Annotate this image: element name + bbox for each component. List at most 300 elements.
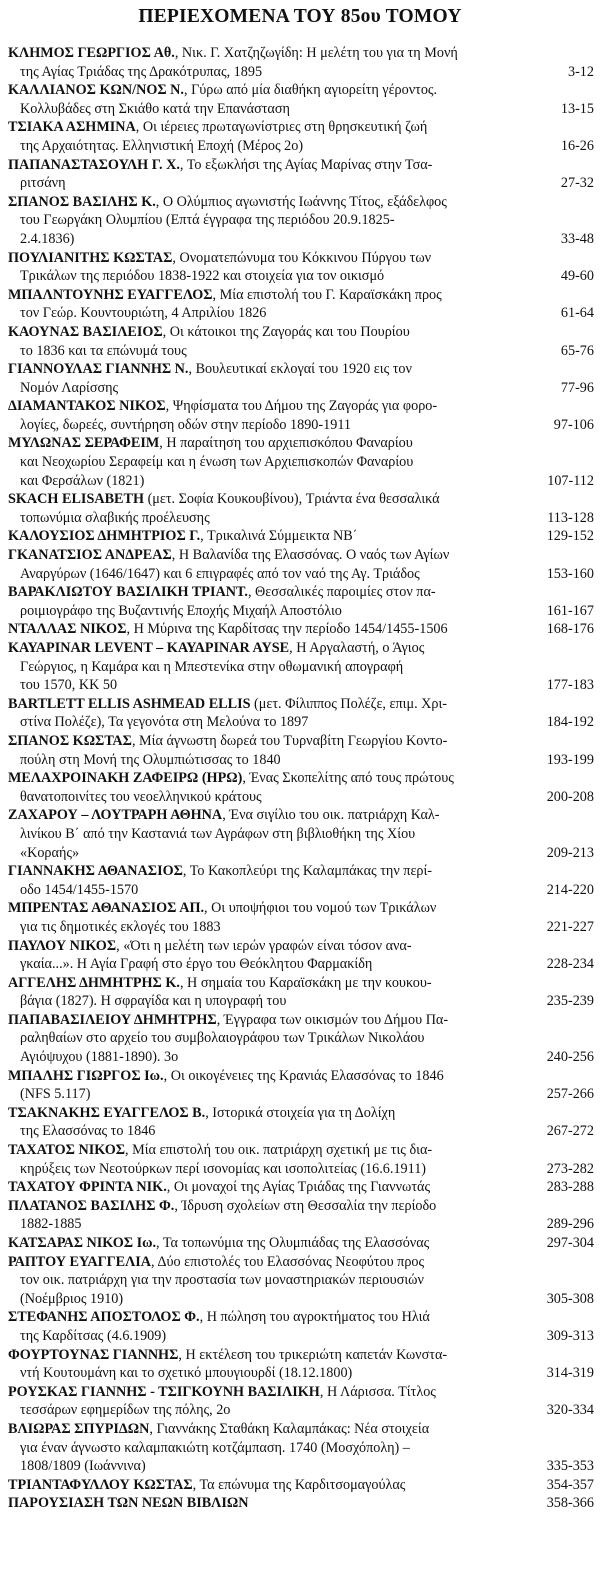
toc-entry-first-line [8,1104,518,1123]
toc-entry-title-text: λινίκου Β΄ από την Καστανιά των Αγράφων στη βιβλιοθήκη της Χίου [20,825,416,842]
toc-entry-first-line [8,937,518,956]
toc-entry-author: ΚΑΟΥΝΑΣ ΒΑΣΙΛΕΙΟΣ [8,323,163,340]
toc-entry [8,806,596,862]
toc-entry-first-line [8,1476,518,1495]
toc-entry-text [8,193,524,249]
toc-entry-title-text: Κολλυβάδες στη Σκιάθο κατά την Επανάσταση [20,100,290,117]
toc-entry-author: ΖΑΧΑΡΟΥ – ΛΟΥΤΡΑΡΗ ΑΘΗΝΑ [8,807,223,824]
toc-entry-pages: 168-176 [546,621,594,638]
toc-entry-title-text: , Δύο επιστολές του Ελασσόνας Νεοφύτου προς [151,1253,425,1270]
toc-entry-author: ΤΣΑΚΝΑΚΗΣ ΕΥΑΓΓΕΛΟΣ Β. [8,1104,206,1121]
toc-entry-title-text: , Ονοματεπώνυμα του Κόκκινου Πύργου των [172,249,432,266]
toc-entry-text [8,1494,524,1513]
toc-entry-text [8,583,524,620]
toc-entry-pages: 113-128 [547,509,594,526]
toc-entry-continuation [8,211,518,230]
toc-entry-author: ΠΛΑΤΑΝΟΣ ΒΑΣΙΛΗΣ Φ. [8,1197,175,1214]
toc-entry-continuation [8,1215,518,1234]
toc-entry-text [8,695,524,732]
toc-entry-pages: 221-227 [546,918,594,935]
toc-entry-title-text: , Η Αργαλαστή, ο Άγιος [289,640,425,656]
toc-entry [8,1308,596,1345]
toc-entry [8,1197,596,1234]
toc-entry-text [8,1383,524,1420]
toc-entry-title-text: τοπωνύμια σλαβικής προέλευσης [20,509,210,526]
toc-entry-text [8,527,524,546]
toc-list [8,44,596,1513]
toc-entry-continuation [8,658,518,677]
toc-entry-text [8,397,524,434]
toc-entry-continuation [8,955,518,974]
toc-entry-title-text: , Οι μοναχοί της Αγίας Τριάδας της Γιαννωτάς [166,1179,431,1196]
toc-entry-text [8,1011,524,1067]
toc-entry-title-text: της Ελασσόνας το 1846 [20,1123,156,1140]
toc-entry-author: ΦΟΥΡΤΟΥΝΑΣ ΓΙΑΝΝΗΣ [8,1346,179,1363]
toc-entry-pages: 3-12 [567,63,594,80]
toc-entry-first-line [8,1011,518,1030]
toc-entry-continuation [8,472,518,491]
toc-entry-title-text: οδο 1454/1455-1570 [20,881,139,898]
toc-entry-continuation [8,992,518,1011]
toc-entry-first-line [8,639,518,658]
toc-entry-continuation [8,1122,518,1141]
toc-entry-text [8,360,524,397]
toc-entry-text [8,639,524,695]
toc-entry-first-line [8,397,518,416]
toc-entry-title-text: Νομόν Λαρίσσης [20,379,119,396]
toc-entry-author: ΚΑΛΛΙΑΝΟΣ ΚΩΝ/ΝΟΣ Ν. [8,82,184,99]
toc-entry-title-text: για τις δημοτικές εκλογές του 1883 [20,918,221,935]
toc-entry-author: ΜΥΛΩΝΑΣ ΣΕΡΑΦΕΙΜ [8,435,160,452]
toc-entry-pages: 314-319 [546,1365,594,1382]
toc-entry [8,1476,596,1495]
toc-entry [8,490,596,527]
toc-entry-pages: 289-296 [546,1216,594,1233]
toc-entry-author: ΚΑΥΑΡΙΝΑR LEVENT – ΚΑΥΑΡΙΝΑR AYSE [8,640,290,656]
toc-entry-pages: 16-26 [560,137,594,154]
toc-entry-continuation [8,713,518,732]
toc-entry-title-text: , Νικ. Γ. Χατζηζωγίδη: Η μελέτη του για τη Μονή [174,45,458,61]
toc-entry [8,695,596,732]
toc-entry-author: ΤΑΧΑΤΟΥ ΦΡΙΝΤΑ ΝΙΚ. [8,1179,167,1196]
toc-entry-title-text: , Γιαννάκης Σταθάκη Καλαμπάκας: Νέα στοιχεία [149,1420,430,1437]
toc-entry-first-line [8,862,518,881]
toc-entry-text [8,1346,524,1383]
toc-entry-title-text: και Νεοχωρίου Σεραφείμ και η ένωση των Αρχιεπισκοπών Φαναρίου [20,454,414,471]
toc-entry-pages: 240-256 [546,1049,594,1066]
toc-entry-first-line [8,434,518,453]
toc-entry-title-text: , Ένα σιγίλιο του οικ. πατριάρχη Καλ- [222,807,440,824]
toc-entry [8,527,596,546]
toc-entry-text [8,769,524,806]
toc-entry-first-line [8,1420,518,1439]
toc-entry-first-line [8,527,518,546]
toc-entry-first-line [8,44,518,63]
toc-entry-author: ΜΕΛΑΧΡΟΙΝΑΚΗ ΖΑΦΕΙΡΩ (ΗΡΩ) [8,770,243,787]
toc-entry [8,862,596,899]
toc-entry-title-text: (NFS 5.117) [20,1086,91,1103]
toc-entry-pages: 61-64 [560,305,594,322]
toc-entry-first-line [8,81,518,100]
toc-entry-title-text: ροιμιογράφο της Βυζαντινής Εποχής Μιχαήλ Αποστόλιο [20,602,342,619]
toc-entry [8,937,596,974]
toc-entry-pages: 27-32 [560,175,594,192]
toc-entry-author: ΣΠΑΝΟΣ ΚΩΣΤΑΣ [8,732,132,749]
toc-entry-title-text: , Οι ιέρειες πρωταγωνίστριες στη θρησκευτική ζωή [135,119,428,136]
toc-entry-title-text: 1882-1885 [20,1216,82,1233]
toc-entry-title-text: , Η Βαλανίδα της Ελασσόνας. Ο ναός των Αγίων [171,547,450,564]
toc-entry-title-text: , Μία επιστολή του Γ. Καραϊσκάκη προς [212,286,442,303]
toc-entry [8,732,596,769]
toc-entry-first-line [8,620,518,639]
toc-entry [8,323,596,360]
toc-entry-continuation [8,565,518,584]
toc-entry-first-line [8,1494,518,1513]
toc-entry-author: ΠΑΠΑΝΑΣΤΑΣΟΥΛΗ Γ. Χ. [8,156,180,173]
toc-entry-first-line [8,1308,518,1327]
toc-entry-continuation [8,1160,518,1179]
toc-entry-first-line [8,583,518,602]
toc-entry-first-line [8,806,518,825]
toc-entry-continuation [8,1085,518,1104]
toc-entry-pages: 235-239 [546,993,594,1010]
toc-entry-continuation [8,602,518,621]
toc-entry-title-text: λογίες, δωρεές, συντήρηση οδών στην περίοδο 1890-1911 [20,416,351,433]
toc-entry-continuation [8,918,518,937]
toc-entry-author: ΣΠΑΝΟΣ ΒΑΣΙΛΗΣ Κ. [8,193,156,210]
toc-entry-author: ΜΠΑΛΗΣ ΓΙΩΡΓΟΣ Ιω. [8,1067,164,1084]
toc-entry-title-text: τον Γεώρ. Κουντουριώτη, 4 Απριλίου 1826 [20,305,267,322]
toc-entry-author: ΜΠΡΕΝΤΑΣ ΑΘΑΝΑΣΙΟΣ ΑΠ. [8,900,205,917]
toc-entry-text [8,434,524,490]
toc-entry [8,583,596,620]
toc-entry [8,360,596,397]
toc-entry [8,286,596,323]
toc-entry-text [8,1308,524,1345]
toc-entry-pages: 297-304 [546,1235,594,1251]
toc-entry-pages: 209-213 [546,844,594,861]
toc-entry [8,193,596,249]
toc-entry-text [8,1178,524,1197]
toc-entry-first-line [8,490,518,509]
toc-entry-title-text: βάγια (1827). Η σφραγίδα και η υπογραφή του [20,993,287,1010]
toc-entry-title-text: (μετ. Σοφία Κουκουβίνου), Τριάντα ένα θεσσαλικά [144,491,440,508]
toc-entry-text [8,806,524,862]
toc-entry-continuation [8,63,518,82]
toc-entry-title-text: , Ιστορικά στοιχεία για τη Δολίχη [205,1104,396,1121]
toc-entry-author: ΠΟΥΛΙΑΝΙΤΗΣ ΚΩΣΤΑΣ [8,249,173,266]
toc-entry-author: ΤΑΧΑΤΟΣ ΝΙΚΟΣ [8,1142,126,1159]
toc-entry-pages: 228-234 [546,956,594,973]
toc-entry-continuation [8,1048,518,1067]
toc-entry [8,1011,596,1067]
toc-entry-text [8,490,524,527]
toc-entry [8,620,596,639]
toc-entry-title-text: στίνα Πολέζε), Τα γεγονότα στη Μελούνα το 1897 [20,714,309,731]
toc-entry-continuation [8,1271,518,1290]
toc-entry-text [8,732,524,769]
toc-entry-first-line [8,1346,518,1365]
toc-entry-pages: 273-282 [546,1160,594,1177]
toc-entry-pages: 305-308 [546,1290,594,1307]
toc-entry-author: ΠΑΥΛΟΥ ΝΙΚΟΣ [8,937,117,954]
toc-entry-continuation [8,230,518,249]
toc-entry-continuation [8,174,518,193]
toc-entry-continuation [8,1439,518,1458]
toc-entry-title-text: ραληθαίων στο αρχείο του συμβολαιογράφου των Τρικάλων Νικολάου [20,1030,425,1047]
toc-entry-pages: 161-167 [546,602,594,619]
toc-entry-continuation [8,844,518,863]
toc-entry-first-line [8,360,518,379]
toc-entry-pages: 65-76 [560,342,594,359]
toc-entry-title-text: , Οι υποψήφιοι του νομού των Τρικάλων [204,900,437,917]
toc-entry-first-line [8,1253,518,1272]
toc-entry-author: SKACH ELISABETH [8,491,145,508]
toc-entry-author: ΓΙΑΝΝΑΚΗΣ ΑΘΑΝΑΣΙΟΣ [8,863,183,880]
toc-entry-first-line [8,156,518,175]
toc-entry-text [8,249,524,286]
toc-entry [8,44,596,81]
toc-entry-author: ΝΤΑΛΛΑΣ ΝΙΚΟΣ [8,621,127,638]
toc-entry-text [8,1141,524,1178]
toc-entry-pages: 283-288 [546,1179,594,1196]
toc-entry-title-text: , Τα επώνυμα της Καρδιτσομαγούλας [192,1476,406,1493]
toc-entry-continuation [8,342,518,361]
toc-entry-first-line [8,899,518,918]
toc-entry-author: ΡΟΥΣΚΑΣ ΓΙΑΝΝΗΣ - ΤΣΙΓΚΟΥΝΗ ΒΑΣΙΛΙΚΗ [8,1383,320,1400]
toc-entry-title-text: της Αγίας Τριάδας της Δρακότρυπας, 1895 [20,63,263,80]
toc-entry-title-text: , Η παραίτηση του αρχιεπισκόπου Φαναρίου [159,435,413,452]
toc-entry-continuation [8,788,518,807]
toc-entry-text [8,286,524,323]
toc-entry-author: ΚΑΛΟΥΣΙΟΣ ΔΗΜΗΤΡΙΟΣ Γ. [8,528,201,545]
toc-entry [8,1067,596,1104]
toc-entry-author: ΒΑΡΑΚΛΙΩΤΟΥ ΒΑΣΙΛΙΚΗ ΤΡΙΑΝΤ. [8,584,248,601]
toc-entry [8,769,596,806]
toc-entry [8,1494,596,1513]
toc-entry-title-text: (Νοέμβριος 1910) [20,1290,124,1307]
toc-entry-text [8,1197,524,1234]
toc-entry-pages: 267-272 [546,1123,594,1140]
toc-entry-continuation [8,676,518,695]
toc-entry-text [8,323,524,360]
toc-entry-title-text: Αγιόψυχου (1881-1890). 3ο [20,1049,179,1066]
toc-entry [8,1346,596,1383]
toc-entry-first-line [8,974,518,993]
toc-entry-text [8,937,524,974]
toc-entry-title-text: Αναργύρων (1646/1647) και 6 επιγραφές από τον ναό της Αγ. Τριάδος [20,565,420,582]
toc-entry-continuation [8,416,518,435]
toc-entry-first-line [8,193,518,212]
toc-entry-title-text: κηρύξεις των Νεοτούρκων περί ισονομίας και ισοπολιτείας (16.6.1911) [20,1160,427,1177]
toc-entry-text [8,899,524,936]
toc-entry-title-text: , Μία άγνωστη δωρεά του Τυρναβίτη Γεωργίου Κοντο- [131,732,448,749]
toc-entry-text [8,1476,524,1495]
toc-entry-title-text: ριτσάνη [20,175,66,192]
toc-entry-pages: 320-334 [546,1402,594,1419]
toc-entry-text [8,1420,524,1476]
toc-entry [8,1420,596,1476]
toc-entry-first-line [8,1197,518,1216]
toc-entry-title-text: της Καρδίτσας (4.6.1909) [20,1327,167,1344]
toc-entry-text [8,862,524,899]
toc-entry-text [8,156,524,193]
toc-entry-text [8,1253,524,1309]
toc-entry-first-line [8,732,518,751]
toc-entry-author: ΜΠΑΛΝΤΟΥΝΗΣ ΕΥΑΓΓΕΛΟΣ [8,286,213,303]
toc-entry-title-text: , Το Κακοπλεύρι της Καλαμπάκας την περί- [182,863,433,880]
toc-entry-text [8,118,524,155]
toc-entry-continuation [8,751,518,770]
toc-entry-title-text: του Γεωργάκη Ολυμπίου (Επτά έγγραφα της περιόδου 20.9.1825- [20,212,395,229]
toc-entry-pages: 97-106 [553,416,594,433]
toc-entry-continuation [8,379,518,398]
toc-entry-first-line [8,1141,518,1160]
toc-entry-title-text: , Ο Ολύμπιος αγωνιστής Ιωάννης Τίτος, εξάδελφος [155,193,447,210]
toc-entry-pages: 184-192 [546,714,594,731]
toc-entry-title-text: , Ψηφίσματα του Δήμου της Ζαγοράς για φορο- [165,398,438,415]
toc-entry-title-text: Τρικάλων της περιόδου 1838-1922 και στοιχεία για τον οικισμό [20,268,385,285]
toc-entry-continuation [8,1401,518,1420]
toc-entry-title-text: , Η εκτέλεση του τρικεριώτη καπετάν Κωνστα- [178,1346,448,1363]
toc-entry-title-text: «Κοραής» [20,844,80,861]
toc-entry-continuation [8,304,518,323]
toc-entry-title-text: , Η Μύρινα της Καρδίτσας την περίοδο 1454/1455-1506 [126,621,448,638]
toc-entry-text [8,44,524,81]
toc-entry-continuation [8,825,518,844]
toc-entry [8,397,596,434]
toc-entry-author: ΑΓΓΕΛΗΣ ΔΗΜΗΤΡΗΣ Κ. [8,974,180,991]
toc-entry-continuation [8,881,518,900]
toc-entry-pages: 335-353 [546,1458,594,1475]
toc-entry-title-text: της Αρχαιότητας. Ελληνιστική Εποχή (Μέρος 2ο) [20,137,304,154]
toc-entry-first-line [8,1178,518,1197]
toc-entry-title-text: ντή Κουτουμάνη και το σχετικό μπουγιουρδί (18.12.1800) [20,1365,353,1382]
toc-entry-title-text: , Ένας Σκοπελίτης από τους πρώτους [242,770,454,787]
toc-entry-author: ΒΛΙΩΡΑΣ ΣΠΥΡΙΔΩΝ [8,1420,150,1437]
toc-entry-title-text: Γεώργιος, η Καμάρα και η Μπεστενίκα στην οθωμανική απογραφή [20,658,404,675]
toc-entry [8,249,596,286]
toc-entry-author: BARTLETT ELLIS ASHMEAD ELLIS [8,695,251,712]
toc-entry-author: ΤΣΙΑΚΑ ΑΣΗΜΙΝΑ [8,119,136,136]
toc-entry-first-line [8,323,518,342]
toc-entry-author: ΓΙΑΝΝΟΥΛΑΣ ΓΙΑΝΝΗΣ Ν. [8,361,189,378]
toc-entry [8,974,596,1011]
toc-entry-title-text: , Έγγραφα των οικισμών του Δήμου Πα- [216,1011,449,1028]
toc-entry-first-line [8,1067,518,1086]
toc-entry-title-text: και Φερσάλων (1821) [20,472,145,489]
toc-entry-text [8,974,524,1011]
toc-entry-continuation [8,453,518,472]
toc-entry-author: ΠΑΡΟΥΣΙΑΣΗ ΤΩΝ ΝΕΩΝ ΒΙΒΛΙΩΝ [8,1495,249,1512]
toc-entry-title-text: , Οι κάτοικοι της Ζαγοράς και του Πουρίου [162,323,410,340]
toc-entry-text [8,81,524,118]
toc-entry-title-text: , Γύρω από μία διαθήκη αγιορείτη γέροντος. [183,82,438,99]
toc-entry-author: ΤΡΙΑΝΤΑΦΥΛΛΟΥ ΚΩΣΤΑΣ [8,1476,193,1493]
toc-entry-text [8,546,524,583]
toc-entry-title-text: για έναν άγνωστο καλαμπακιώτη κοτζάμπαση. 1740 (Μοσχόπολη) – [20,1439,410,1456]
toc-entry-author: ΔΙΑΜΑΝΤΑΚΟΣ ΝΙΚΟΣ [8,398,166,415]
toc-entry [8,81,596,118]
toc-entry-pages: 49-60 [560,268,594,285]
toc-entry-title-text: θανατοποινίτες του νεοελληνικού κράτους [20,788,262,805]
toc-entry-author: ΡΑΠΤΟΥ ΕΥΑΓΓΕΛΙΑ [8,1253,152,1270]
toc-entry-pages: 309-313 [546,1327,594,1344]
toc-entry [8,899,596,936]
toc-entry [8,546,596,583]
toc-entry-title-text: , Τα τοπωνύμια της Ολυμπιάδας της Ελασσόνας [156,1235,430,1251]
toc-entry [8,1178,596,1197]
toc-entry [8,118,596,155]
toc-entry-text [8,1234,524,1253]
toc-entry-pages: 354-357 [546,1476,594,1493]
toc-entry-title-text: , Η πώληση του αγροκτήματος του Ηλιά [199,1309,430,1326]
toc-entry-first-line [8,769,518,788]
toc-entry-title-text: , Θεσσαλικές παροιμίες στον πα- [247,584,436,601]
toc-entry-continuation [8,1457,518,1476]
toc-entry-continuation [8,100,518,119]
toc-entry-first-line [8,546,518,565]
toc-entry-title-text: πούλη στη Μονή της Ολυμπιώτισσας το 1840 [20,751,281,768]
toc-entry-pages: 129-152 [546,528,594,545]
toc-entry-first-line [8,695,518,714]
toc-entry-title-text: γκαία...». Η Αγία Γραφή στο έργο του Θεόκλητου Φαρμακίδη [20,956,373,973]
toc-entry-first-line [8,249,518,268]
toc-entry-pages: 33-48 [560,230,594,247]
toc-entry [8,1234,596,1253]
toc-entry-text [8,1067,524,1104]
toc-entry-title-text: (μετ. Φίλιππος Πολέζε, επιμ. Χρι- [250,695,448,712]
toc-entry-title-text: , «Ότι η μελέτη των ιερών γραφών είναι τόσον ανα- [116,937,412,954]
toc-entry-first-line [8,286,518,305]
toc-entry-author: ΣΤΕΦΑΝΗΣ ΑΠΟΣΤΟΛΟΣ Φ. [8,1309,200,1326]
toc-entry-title-text: το 1836 και τα επώνυμά τους [20,342,187,359]
toc-entry-first-line [8,1383,518,1402]
toc-entry-title-text: τον οικ. πατριάρχη για την προστασία των μοναστηριακών περιουσιών [20,1272,424,1289]
toc-entry-title-text: , Βουλευτικαί εκλογαί του 1920 εις τον [188,361,412,378]
toc-entry-pages: 177-183 [546,677,594,694]
toc-entry-pages: 358-366 [546,1495,594,1512]
toc-entry-pages: 13-15 [560,100,594,117]
toc-entry-pages: 193-199 [546,751,594,768]
toc-entry-continuation [8,1290,518,1309]
toc-entry-title-text: , Μία επιστολή του οικ. πατριάρχη σχετική με τις δια- [125,1142,433,1159]
toc-entry-text [8,1104,524,1141]
toc-entry [8,434,596,490]
toc-entry [8,639,596,695]
toc-entry-text [8,620,524,639]
toc-entry-continuation [8,1327,518,1346]
page-title: ΠΕΡΙΕΧΟΜΕΝΑ ΤΟΥ 85ου ΤΟΜΟΥ [138,6,462,27]
toc-entry-continuation [8,137,518,156]
toc-entry-title-text: , Τρικαλινά Σύμμεικτα ΝΒ΄ [200,528,358,545]
toc-entry-author: ΠΑΠΑΒΑΣΙΛΕΙΟΥ ΔΗΜΗΤΡΗΣ [8,1011,217,1028]
toc-entry-title-text: , Οι οικογένειες της Κρανιάς Ελασσόνας το 1846 [163,1067,444,1084]
toc-entry-pages: 153-160 [546,565,594,582]
toc-entry [8,1141,596,1178]
toc-entry-first-line [8,118,518,137]
toc-entry [8,1383,596,1420]
toc-entry [8,156,596,193]
toc-entry-title-text: του 1570, ΚΚ 50 [20,677,118,694]
toc-entry-pages: 107-112 [547,472,594,489]
toc-entry-title-text: , Η σημαία του Καραϊσκάκη με την κουκου- [179,974,432,991]
toc-entry-pages: 214-220 [546,881,594,898]
toc-entry-continuation [8,1364,518,1383]
toc-entry-title-text: τεσσάρων εφημερίδων της πόλης, 2ο [20,1402,231,1419]
toc-entry [8,1253,596,1309]
toc-entry-title-text: , Το εξωκλήσι της Αγίας Μαρίνας στην Τσα- [179,156,433,173]
